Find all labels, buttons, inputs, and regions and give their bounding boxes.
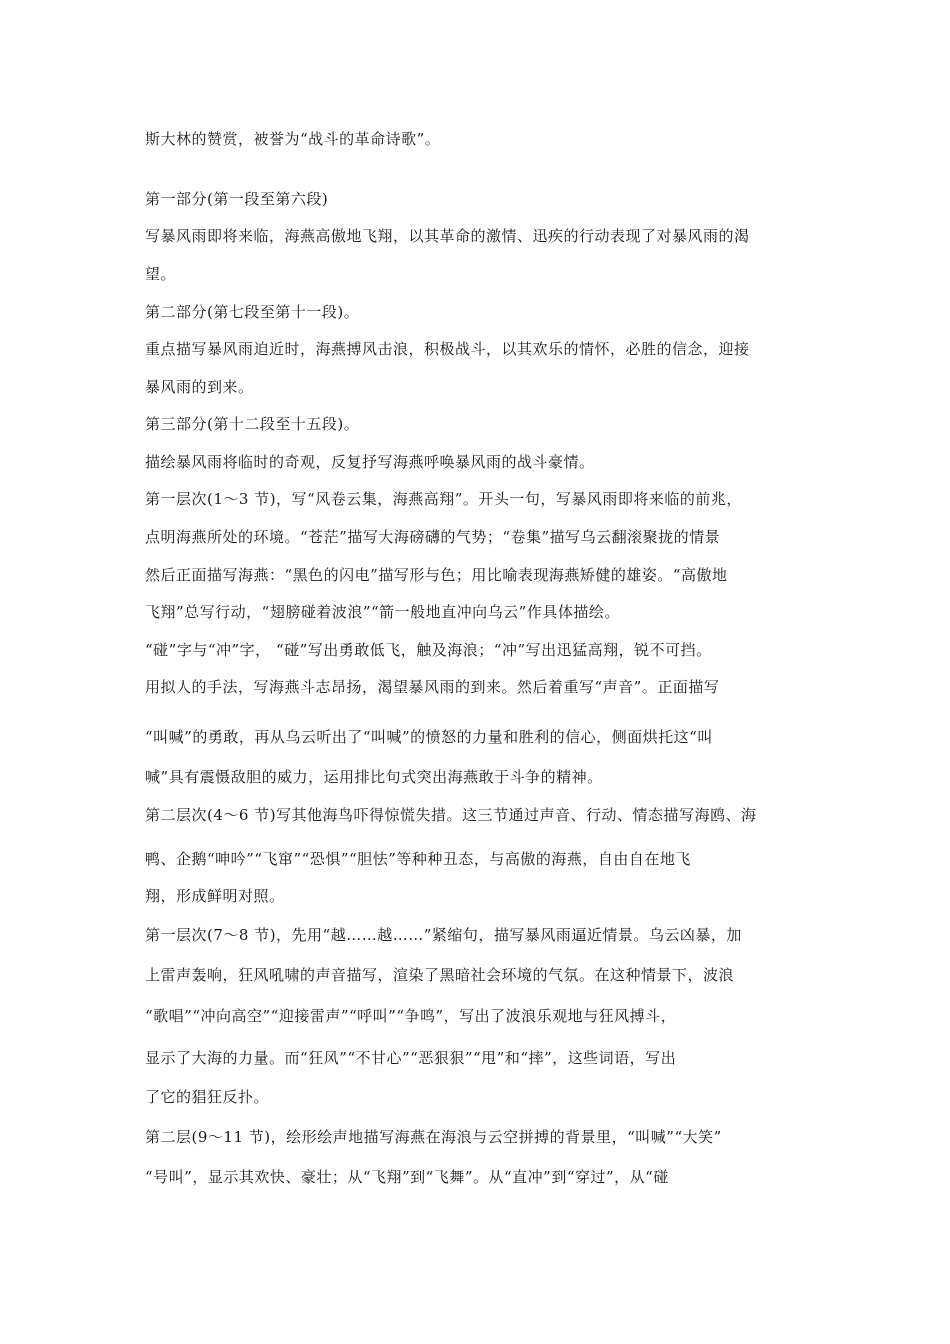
text-line: 鸭、企鹅“呻吟”“飞窜”“恐惧”“胆怯”等种种丑态，与高傲的海燕，自由自在地飞	[145, 850, 691, 868]
text-line: “叫喊”的勇敢，再从乌云听出了“叫喊”的愤怒的力量和胜利的信心，侧面烘托这“叫	[145, 728, 713, 746]
text-line: 显示了大海的力量。而“狂风”“不甘心”“恶狠狠”“甩”和“摔”，这些词语，写出	[145, 1049, 677, 1067]
text-line: 重点描写暴风雨迫近时，海燕搏风击浪，积极战斗，以其欢乐的情怀，必胜的信念，迎接	[145, 340, 750, 358]
text-line: 上雷声轰响，狂风吼啸的声音描写，渲染了黑暗社会环境的气氛。在这种情景下，波浪	[145, 966, 735, 984]
text-line: 翔，形成鲜明对照。	[145, 887, 285, 905]
section-heading: 第一部分(第一段至第六段)	[145, 190, 329, 208]
text-line: 望。	[145, 265, 177, 283]
section-heading: 第三部分(第十二段至十五段)。	[145, 415, 360, 433]
text-line: 描绘暴风雨将临时的奇观，反复抒写海燕呼唤暴风雨的战斗豪情。	[145, 453, 595, 471]
text-line: 第一层次(1～3 节)，写“风卷云集，海燕高翔”。开头一句，写暴风雨即将来临的前兆，	[145, 490, 742, 508]
text-line: “歌唱”“冲向高空”“迎接雷声”“呼叫”“争鸣”，写出了波浪乐观地与狂风搏斗，	[145, 1007, 677, 1025]
section-heading: 第二部分(第七段至第十一段)。	[145, 303, 360, 321]
text-line: 暴风雨的到来。	[145, 378, 254, 396]
text-line: 飞翔”总写行动，“翅膀碰着波浪”“箭一般地直冲向乌云”作具体描绘。	[145, 603, 620, 621]
text-line: 然后正面描写海燕：“黑色的闪电”描写形与色；用比喻表现海燕矫健的雄姿。“高傲地	[145, 566, 728, 584]
text-line: 用拟人的手法，写海燕斗志昂扬，渴望暴风雨的到来。然后着重写“声音”。正面描写	[145, 678, 720, 696]
text-line: 第二层次(4～6 节)写其他海鸟吓得惊慌失措。这三节通过声音、行动、情态描写海鸥、海	[145, 806, 757, 824]
text-line: 喊”具有震慑敌胆的威力，运用排比句式突出海燕敢于斗争的精神。	[145, 768, 603, 786]
text-line: “碰”字与“冲”字， “碰”写出勇敢低飞，触及海浪；“冲”写出迅猛高翔，锐不可挡。	[145, 641, 712, 659]
text-line: 第二层(9～11 节)，绘形绘声地描写海燕在海浪与云空拼搏的背景里，“叫喊”“大笑”	[145, 1128, 722, 1146]
text-line: 点明海燕所处的环境。“苍茫”描写大海磅礴的气势；“卷集”描写乌云翻滚聚拢的情景	[145, 528, 721, 546]
text-line: 斯大林的赞赏，被誉为“战斗的革命诗歌”。	[145, 130, 441, 148]
text-line: 第一层次(7～8 节)，先用“越……越……”紧缩句，描写暴风雨逼近情景。乌云凶暴，加	[145, 926, 742, 944]
text-line: 写暴风雨即将来临，海燕高傲地飞翔，以其革命的激情、迅疾的行动表现了对暴风雨的渴	[145, 227, 750, 245]
text-line: 了它的猖狂反扑。	[145, 1088, 270, 1106]
text-line: “号叫”，显示其欢快、豪壮；从“飞翔”到“飞舞”。从“直冲”到“穿过”，从“碰	[145, 1168, 669, 1186]
